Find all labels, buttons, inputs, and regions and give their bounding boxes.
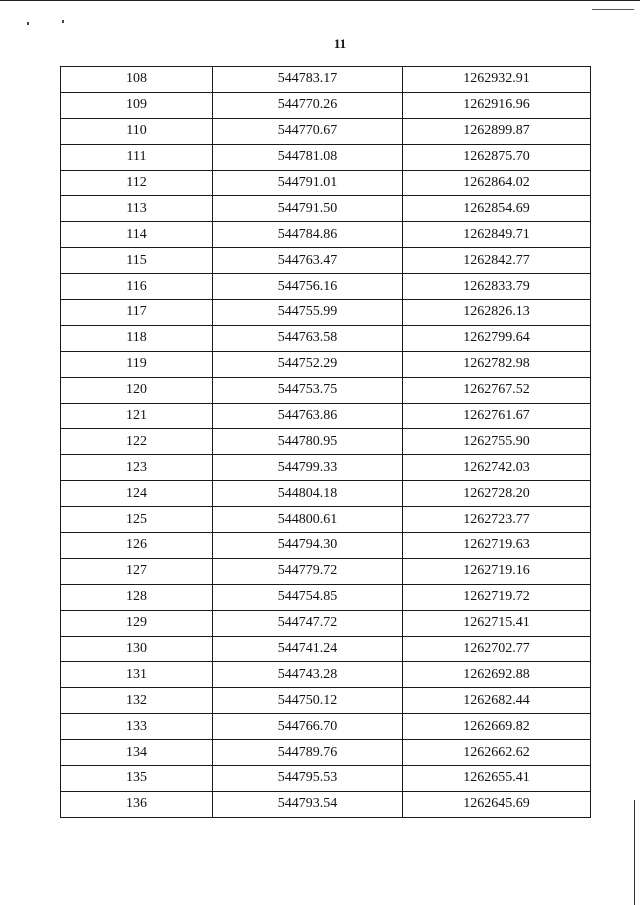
table-row — [61, 740, 591, 766]
scan-top-edge — [0, 0, 640, 1]
x-coordinate-cell: 544795.53 — [213, 766, 403, 792]
table-row — [61, 558, 591, 584]
table-row — [61, 92, 591, 118]
point-number-cell: 133 — [61, 714, 213, 740]
table-row — [61, 170, 591, 196]
x-coordinate-cell: 544763.86 — [213, 403, 403, 429]
point-number-cell: 129 — [61, 610, 213, 636]
x-coordinate-cell: 544754.85 — [213, 584, 403, 610]
x-coordinate-cell: 544755.99 — [213, 300, 403, 326]
table-row — [61, 274, 591, 300]
x-coordinate-cell: 544794.30 — [213, 533, 403, 559]
y-coordinate-cell: 1262782.98 — [403, 351, 591, 377]
table-row — [61, 196, 591, 222]
x-coordinate-cell: 544784.86 — [213, 222, 403, 248]
table-row — [61, 403, 591, 429]
table-row — [61, 144, 591, 170]
x-coordinate-cell: 544750.12 — [213, 688, 403, 714]
table-row — [61, 67, 591, 93]
table-row — [61, 714, 591, 740]
x-coordinate-cell: 544793.54 — [213, 791, 403, 817]
scan-edge-shadow — [634, 800, 635, 905]
table-row — [61, 248, 591, 274]
y-coordinate-cell: 1262826.13 — [403, 300, 591, 326]
table-row — [61, 118, 591, 144]
table-row — [61, 481, 591, 507]
point-number-cell: 136 — [61, 791, 213, 817]
x-coordinate-cell: 544783.17 — [213, 67, 403, 93]
x-coordinate-cell: 544741.24 — [213, 636, 403, 662]
table-row — [61, 429, 591, 455]
point-number-cell: 120 — [61, 377, 213, 403]
x-coordinate-cell: 544747.72 — [213, 610, 403, 636]
y-coordinate-cell: 1262799.64 — [403, 325, 591, 351]
y-coordinate-cell: 1262875.70 — [403, 144, 591, 170]
x-coordinate-cell: 544780.95 — [213, 429, 403, 455]
x-coordinate-cell: 544752.29 — [213, 351, 403, 377]
y-coordinate-cell: 1262723.77 — [403, 507, 591, 533]
point-number-cell: 135 — [61, 766, 213, 792]
point-number-cell: 116 — [61, 274, 213, 300]
scan-mark — [592, 9, 634, 10]
y-coordinate-cell: 1262719.16 — [403, 558, 591, 584]
point-number-cell: 134 — [61, 740, 213, 766]
coordinates-table-body — [61, 67, 591, 818]
x-coordinate-cell: 544766.70 — [213, 714, 403, 740]
x-coordinate-cell: 544799.33 — [213, 455, 403, 481]
x-coordinate-cell: 544781.08 — [213, 144, 403, 170]
y-coordinate-cell: 1262755.90 — [403, 429, 591, 455]
x-coordinate-cell: 544770.67 — [213, 118, 403, 144]
y-coordinate-cell: 1262761.67 — [403, 403, 591, 429]
x-coordinate-cell: 544763.47 — [213, 248, 403, 274]
point-number-cell: 132 — [61, 688, 213, 714]
y-coordinate-cell: 1262719.63 — [403, 533, 591, 559]
y-coordinate-cell: 1262669.82 — [403, 714, 591, 740]
y-coordinate-cell: 1262849.71 — [403, 222, 591, 248]
y-coordinate-cell: 1262864.02 — [403, 170, 591, 196]
y-coordinate-cell: 1262682.44 — [403, 688, 591, 714]
y-coordinate-cell: 1262916.96 — [403, 92, 591, 118]
point-number-cell: 109 — [61, 92, 213, 118]
scan-speck — [27, 22, 29, 25]
table-row — [61, 507, 591, 533]
x-coordinate-cell: 544753.75 — [213, 377, 403, 403]
point-number-cell: 110 — [61, 118, 213, 144]
x-coordinate-cell: 544804.18 — [213, 481, 403, 507]
point-number-cell: 108 — [61, 67, 213, 93]
point-number-cell: 123 — [61, 455, 213, 481]
table-row — [61, 377, 591, 403]
table-row — [61, 766, 591, 792]
point-number-cell: 127 — [61, 558, 213, 584]
point-number-cell: 113 — [61, 196, 213, 222]
x-coordinate-cell: 544791.50 — [213, 196, 403, 222]
table-row — [61, 300, 591, 326]
table-row — [61, 222, 591, 248]
table-row — [61, 610, 591, 636]
y-coordinate-cell: 1262662.62 — [403, 740, 591, 766]
point-number-cell: 131 — [61, 662, 213, 688]
x-coordinate-cell: 544800.61 — [213, 507, 403, 533]
y-coordinate-cell: 1262715.41 — [403, 610, 591, 636]
y-coordinate-cell: 1262645.69 — [403, 791, 591, 817]
point-number-cell: 124 — [61, 481, 213, 507]
point-number-cell: 125 — [61, 507, 213, 533]
table-row — [61, 351, 591, 377]
point-number-cell: 118 — [61, 325, 213, 351]
point-number-cell: 112 — [61, 170, 213, 196]
point-number-cell: 115 — [61, 248, 213, 274]
x-coordinate-cell: 544789.76 — [213, 740, 403, 766]
table-row — [61, 325, 591, 351]
table-row — [61, 455, 591, 481]
point-number-cell: 114 — [61, 222, 213, 248]
y-coordinate-cell: 1262833.79 — [403, 274, 591, 300]
point-number-cell: 117 — [61, 300, 213, 326]
point-number-cell: 130 — [61, 636, 213, 662]
table-row — [61, 636, 591, 662]
point-number-cell: 128 — [61, 584, 213, 610]
point-number-cell: 111 — [61, 144, 213, 170]
y-coordinate-cell: 1262702.77 — [403, 636, 591, 662]
point-number-cell: 121 — [61, 403, 213, 429]
y-coordinate-cell: 1262932.91 — [403, 67, 591, 93]
x-coordinate-cell: 544791.01 — [213, 170, 403, 196]
page-number: 11 — [333, 36, 347, 51]
y-coordinate-cell: 1262842.77 — [403, 248, 591, 274]
coordinates-table — [60, 66, 591, 818]
x-coordinate-cell: 544756.16 — [213, 274, 403, 300]
x-coordinate-cell: 544770.26 — [213, 92, 403, 118]
table-row — [61, 688, 591, 714]
table-row — [61, 533, 591, 559]
y-coordinate-cell: 1262742.03 — [403, 455, 591, 481]
table-row — [61, 791, 591, 817]
y-coordinate-cell: 1262854.69 — [403, 196, 591, 222]
y-coordinate-cell: 1262655.41 — [403, 766, 591, 792]
point-number-cell: 122 — [61, 429, 213, 455]
x-coordinate-cell: 544743.28 — [213, 662, 403, 688]
y-coordinate-cell: 1262719.72 — [403, 584, 591, 610]
point-number-cell: 126 — [61, 533, 213, 559]
table-row — [61, 662, 591, 688]
table-row — [61, 584, 591, 610]
y-coordinate-cell: 1262692.88 — [403, 662, 591, 688]
y-coordinate-cell: 1262899.87 — [403, 118, 591, 144]
point-number-cell: 119 — [61, 351, 213, 377]
x-coordinate-cell: 544763.58 — [213, 325, 403, 351]
x-coordinate-cell: 544779.72 — [213, 558, 403, 584]
y-coordinate-cell: 1262767.52 — [403, 377, 591, 403]
y-coordinate-cell: 1262728.20 — [403, 481, 591, 507]
scan-speck — [62, 20, 64, 23]
